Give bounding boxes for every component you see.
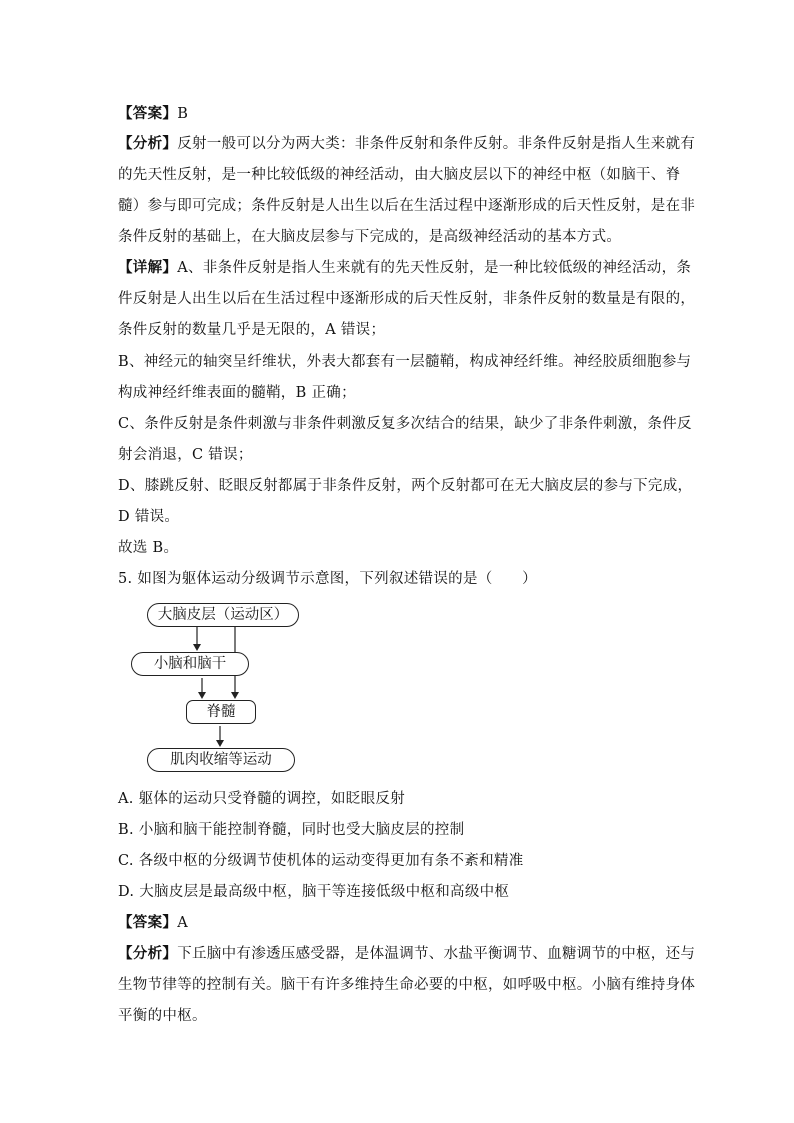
option-b: B. 小脑和脑干能控制脊髓，同时也受大脑皮层的控制 [118,822,465,838]
answer-line-q5 [118,913,678,933]
spinal-cord-box: 脊髓 [186,700,256,724]
detail-tag: 【详解】 [118,259,178,276]
detail-line: 件反射是人出生以后在生活过程中逐渐形成的后天性反射，非条件反射的数量是有限的， [118,291,696,307]
detail-line: B、神经元的轴突呈纤维状，外表大都套有一层髓鞘，构成神经纤维。神经胶质细胞参与 [118,354,692,370]
answer-value: A [177,915,188,931]
option-a: A. 躯体的运动只受脊髓的调控，如眨眼反射 [118,791,405,807]
answer-value: B [177,106,189,122]
answer-tag: 【答案】 [118,914,178,931]
analysis-line: 平衡的中枢。 [118,1008,207,1024]
option-d: D. 大脑皮层是最高级中枢，脑干等连接低级中枢和高级中枢 [118,884,510,900]
cerebellum-brainstem-box: 小脑和脑干 [131,652,249,676]
detail-line: 条件反射的数量几乎是无限的，A 错误； [118,322,386,338]
analysis-tag: 【分析】 [118,945,178,962]
detail-line: C、条件反射是条件刺激与非条件刺激反复多次结合的结果，缺少了非条件刺激，条件反 [118,416,692,432]
conclusion-line: 故选 B。 [118,540,179,556]
detail-line: 构成神经纤维表面的髓鞘，B 正确； [118,385,356,401]
analysis-line: 条件反射的基础上，在大脑皮层参与下完成的，是高级神经活动的基本方式。 [118,229,622,245]
detail-line: 【详解】A、非条件反射是指人生来就有的先天性反射，是一种比较低级的神经活动，条 [118,259,692,276]
detail-line: D、膝跳反射、眨眼反射都属于非条件反射，两个反射都可在无大脑皮层的参与下完成， [118,478,693,494]
analysis-line: 的先天性反射，是一种比较低级的神经活动，由大脑皮层以下的神经中枢（如脑干、脊 [118,167,681,183]
detail-line: D 错误。 [118,509,180,525]
question-stem: 5. 如图为躯体运动分级调节示意图，下列叙述错误的是（ ） [118,571,537,587]
answer-tag: 【答案】 [118,105,178,122]
motor-regulation-diagram [125,598,325,778]
cortex-box: 大脑皮层（运动区） [147,603,299,627]
answer-line-q4 [118,104,678,124]
detail-line: 射会消退，C 错误； [118,447,253,463]
analysis-line: 生物节律等的控制有关。脑干有许多维持生命必要的中枢，如呼吸中枢。小脑有维持身体 [118,977,696,993]
option-c: C. 各级中枢的分级调节使机体的运动变得更加有条不紊和精准 [118,853,524,869]
muscle-movement-box: 肌肉收缩等运动 [147,748,295,772]
analysis-line: 【分析】反射一般可以分为两大类：非条件反射和条件反射。非条件反射是指人生来就有 [118,135,696,152]
analysis-line: 髓）参与即可完成；条件反射是人出生以后在生活过程中逐渐形成的后天性反射，是在非 [118,198,696,214]
analysis-line: 【分析】下丘脑中有渗透压感受器，是体温调节、水盐平衡调节、血糖调节的中枢，还与 [118,945,696,962]
analysis-tag: 【分析】 [118,135,178,152]
